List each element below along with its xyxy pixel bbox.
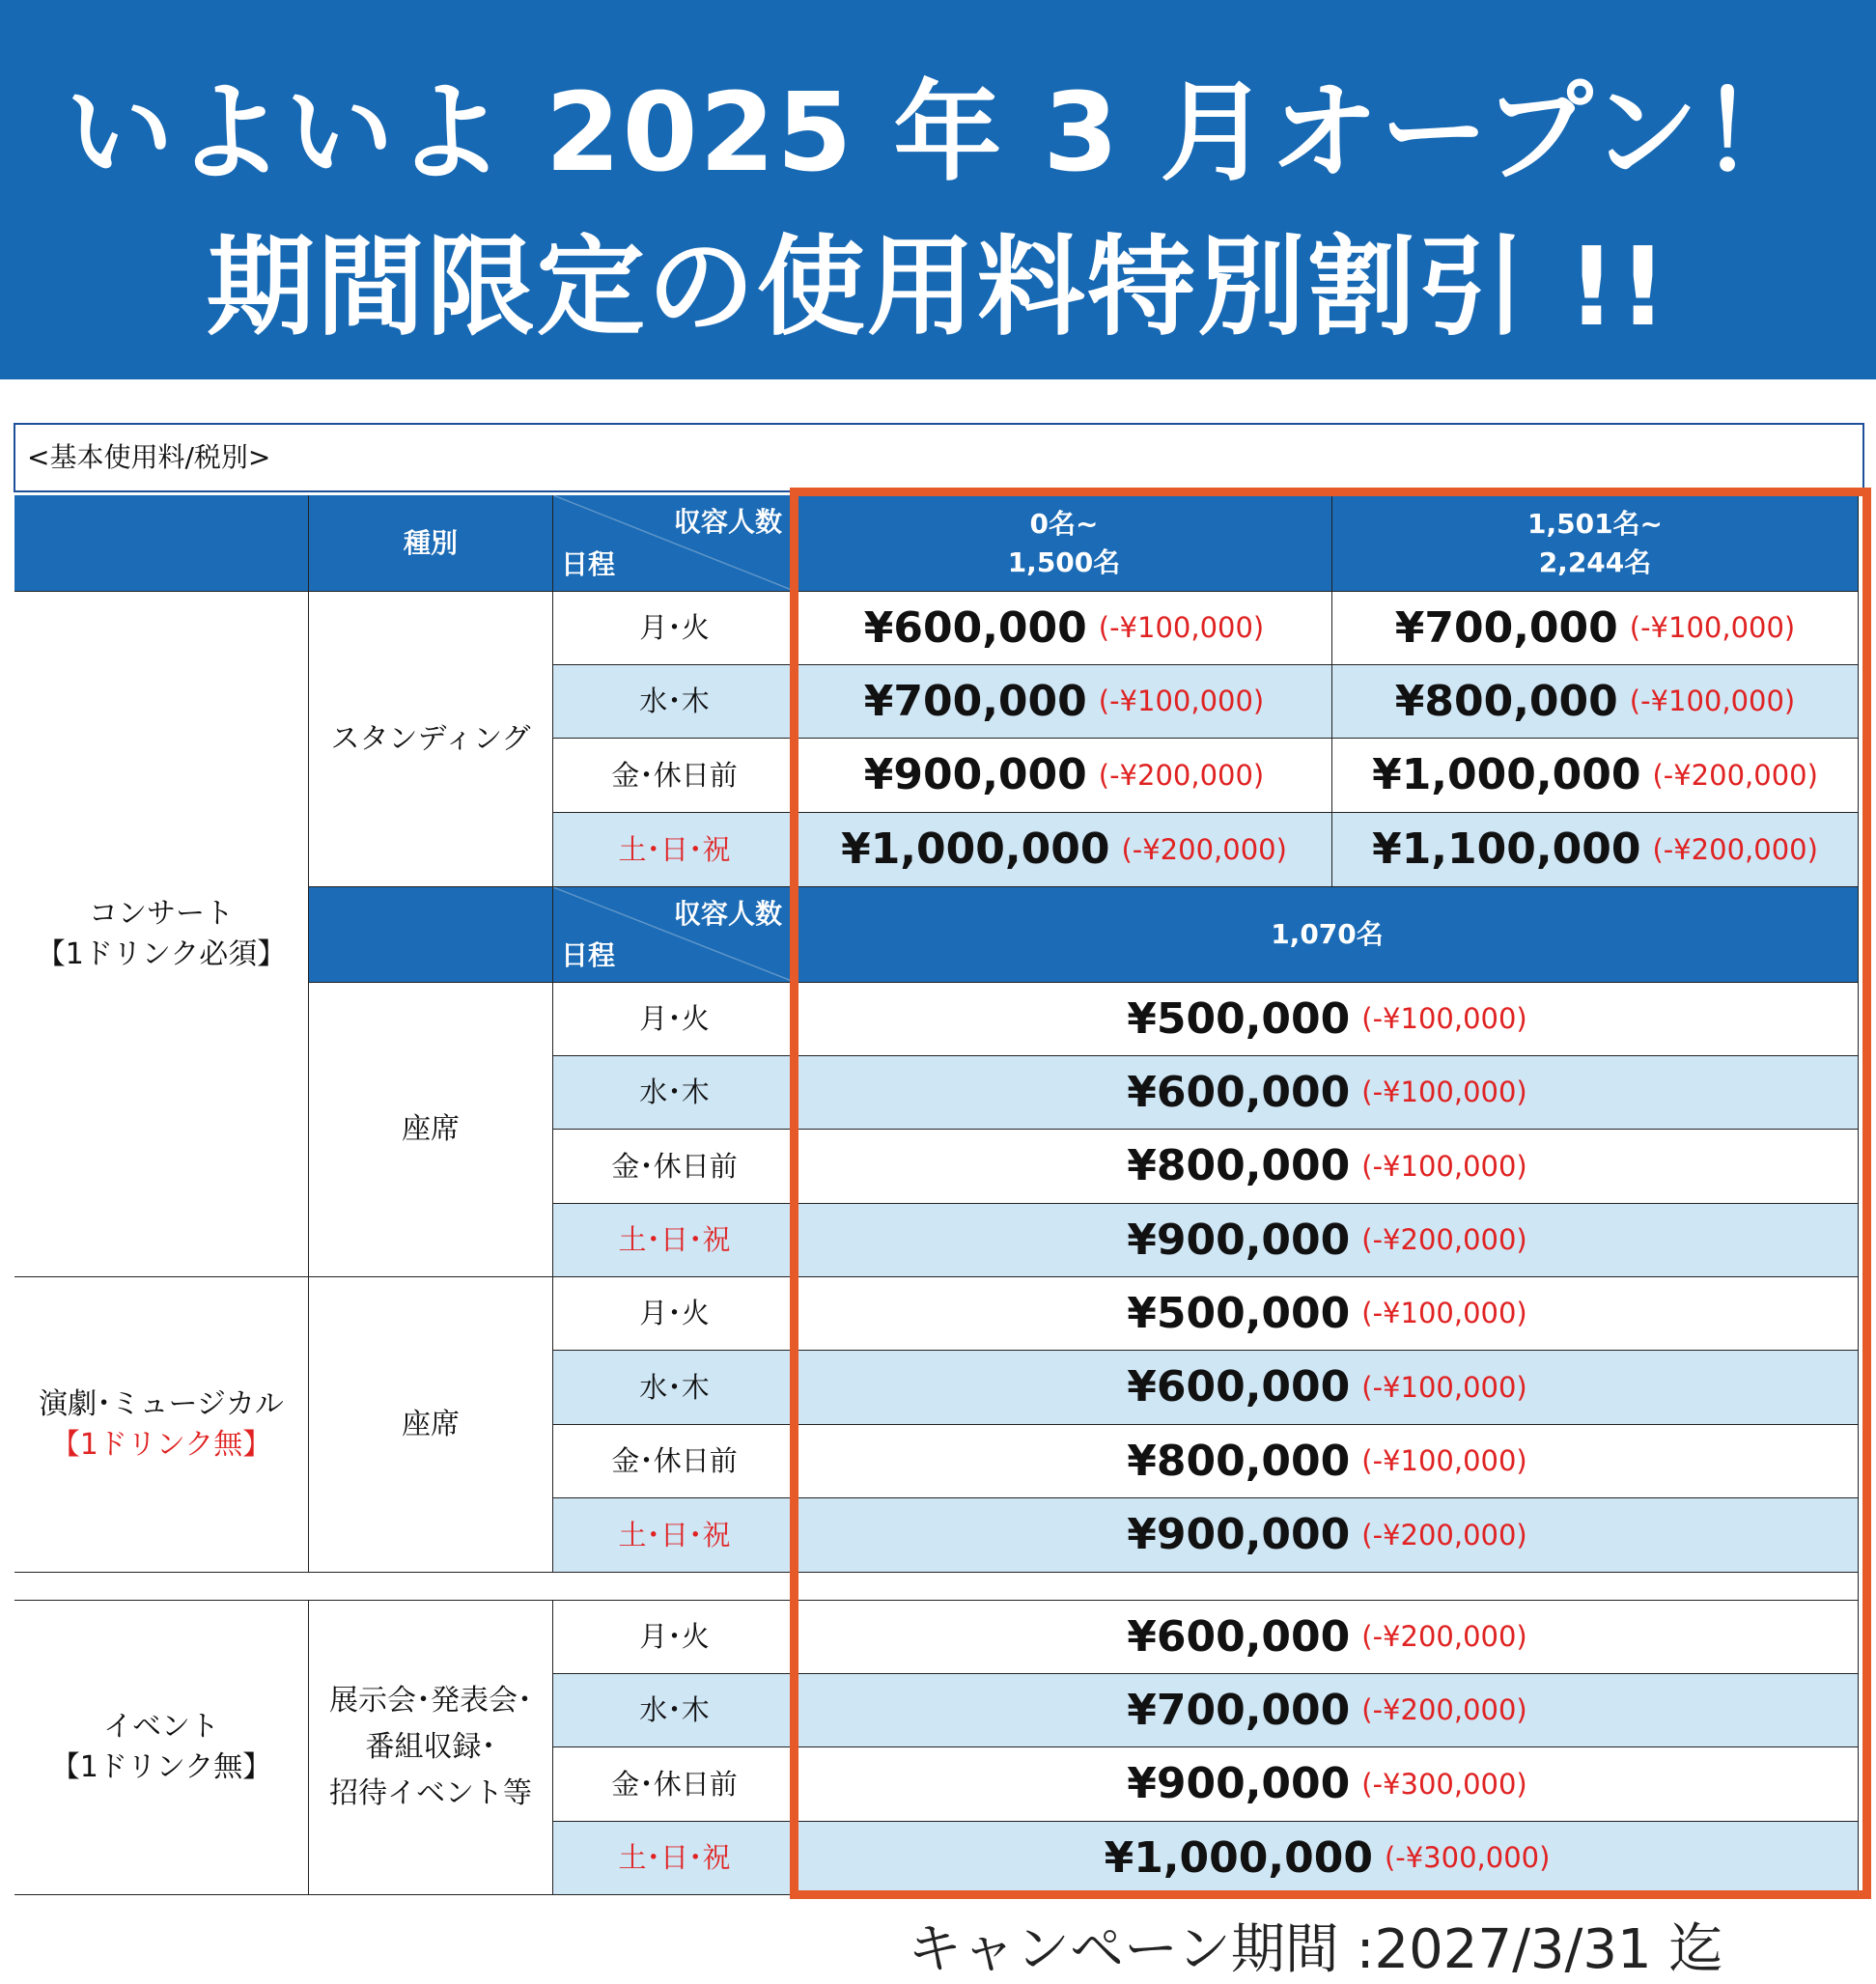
theater-price-1 — [797, 1277, 1859, 1351]
price: ¥600,000 — [1127, 1611, 1351, 1662]
price: ¥1,100,000 — [1372, 824, 1641, 875]
day-sat-sun-holiday: 土･日･祝 — [553, 1204, 797, 1277]
capacity-b-line1: 1,501名~ — [1526, 508, 1664, 541]
discount: (-¥100,000) — [1629, 611, 1796, 645]
day-fri-pre-holiday: 金･休日前 — [553, 1130, 797, 1204]
price: ¥700,000 — [863, 676, 1087, 726]
discount: (-¥100,000) — [1361, 1002, 1527, 1036]
price: ¥700,000 — [1394, 602, 1618, 653]
banner-subheadline: 期間限定の使用料特別割引 !! — [206, 225, 1670, 350]
standing-price-b-1 — [1332, 592, 1859, 665]
discount: (-¥200,000) — [1361, 1223, 1527, 1257]
price: ¥900,000 — [1127, 1759, 1351, 1809]
price: ¥500,000 — [1127, 1288, 1351, 1338]
standing-price-a-4 — [797, 813, 1332, 887]
seated-header-blank — [309, 887, 553, 983]
day-sat-sun-holiday: 土･日･祝 — [553, 813, 797, 887]
day-wed-thu: 水･木 — [553, 665, 797, 739]
type-seated: 座席 — [309, 983, 553, 1277]
type-event — [309, 1601, 553, 1895]
capacity-a-line2: 1,500名 — [1007, 545, 1121, 578]
category-concert-label: コンサート — [89, 896, 234, 931]
discount: (-¥200,000) — [1361, 1620, 1527, 1654]
seated-header-capacity-schedule — [553, 887, 797, 983]
day-mon-tue: 月･火 — [553, 1277, 797, 1351]
price: ¥1,000,000 — [1372, 750, 1641, 800]
type-event-line1: 展示会･発表会･ — [329, 1684, 532, 1718]
price: ¥600,000 — [1127, 1067, 1351, 1117]
standing-price-a-3 — [797, 739, 1332, 813]
concert-seated-price-2 — [797, 1056, 1859, 1130]
type-standing: スタンディング — [309, 592, 553, 887]
discount: (-¥200,000) — [1098, 758, 1265, 792]
discount: (-¥200,000) — [1652, 758, 1818, 792]
schedule-label: 日程 — [561, 547, 616, 580]
capacity-label: 収容人数 — [673, 506, 782, 538]
discount: (-¥200,000) — [1361, 1693, 1527, 1727]
type-event-line2: 番組収録･ — [365, 1730, 496, 1764]
day-mon-tue: 月･火 — [553, 1601, 797, 1674]
discount: (-¥100,000) — [1361, 1370, 1527, 1404]
type-seated: 座席 — [309, 1277, 553, 1573]
concert-seated-price-4 — [797, 1204, 1859, 1277]
category-concert-note: 【1ドリンク必須】 — [36, 936, 287, 971]
category-theater — [14, 1277, 309, 1573]
price: ¥700,000 — [1127, 1685, 1351, 1735]
capacity-label: 収容人数 — [673, 898, 782, 930]
header-capacity-schedule — [553, 495, 797, 592]
discount: (-¥200,000) — [1121, 832, 1287, 866]
theater-price-2 — [797, 1351, 1859, 1425]
price: ¥600,000 — [863, 602, 1087, 653]
price: ¥800,000 — [1394, 676, 1618, 726]
discount: (-¥100,000) — [1361, 1076, 1527, 1109]
discount: (-¥100,000) — [1361, 1297, 1527, 1330]
concert-seated-price-3 — [797, 1130, 1859, 1204]
campaign-period: キャンペーン期間 :2027/3/31 迄 — [908, 1918, 1723, 1981]
day-wed-thu: 水･木 — [553, 1351, 797, 1425]
category-event-label: イベント — [103, 1710, 219, 1744]
price: ¥800,000 — [1127, 1141, 1351, 1191]
capacity-b-line2: 2,244名 — [1538, 545, 1652, 578]
day-sat-sun-holiday: 土･日･祝 — [553, 1822, 797, 1895]
price: ¥1,000,000 — [841, 824, 1110, 875]
promo-banner — [0, 0, 1876, 379]
day-sat-sun-holiday: 土･日･祝 — [553, 1498, 797, 1573]
price: ¥600,000 — [1127, 1362, 1351, 1412]
price: ¥900,000 — [1127, 1510, 1351, 1560]
discount: (-¥100,000) — [1098, 611, 1265, 645]
discount: (-¥300,000) — [1384, 1841, 1551, 1875]
day-fri-pre-holiday: 金･休日前 — [553, 739, 797, 813]
day-fri-pre-holiday: 金･休日前 — [553, 1425, 797, 1498]
header-capacity-b — [1332, 495, 1859, 592]
price: ¥500,000 — [1127, 993, 1351, 1044]
day-wed-thu: 水･木 — [553, 1056, 797, 1130]
category-theater-label: 演劇･ミュージカル — [39, 1386, 284, 1421]
theater-price-3 — [797, 1425, 1859, 1498]
header-blank — [14, 495, 309, 592]
standing-price-b-4 — [1332, 813, 1859, 887]
category-event-note: 【1ドリンク無】 — [50, 1750, 272, 1784]
type-event-line3: 招待イベント等 — [329, 1776, 532, 1810]
spacer-row — [14, 1573, 1859, 1601]
header-capacity-a — [797, 495, 1332, 592]
standing-price-b-3 — [1332, 739, 1859, 813]
category-event — [14, 1601, 309, 1895]
price: ¥900,000 — [1127, 1215, 1351, 1265]
price: ¥900,000 — [863, 750, 1087, 800]
theater-price-4 — [797, 1498, 1859, 1573]
schedule-label: 日程 — [561, 938, 616, 971]
capacity-a-line1: 0名~ — [1029, 508, 1099, 541]
event-price-2 — [797, 1674, 1859, 1747]
day-mon-tue: 月･火 — [553, 592, 797, 665]
day-wed-thu: 水･木 — [553, 1674, 797, 1747]
banner-headline: いよいよ 2025 年 3 月オープン！ — [65, 70, 1811, 196]
day-mon-tue: 月･火 — [553, 983, 797, 1056]
discount: (-¥100,000) — [1629, 685, 1796, 718]
discount: (-¥200,000) — [1361, 1518, 1527, 1551]
event-price-4 — [797, 1822, 1859, 1895]
concert-seated-price-1 — [797, 983, 1859, 1056]
category-concert — [14, 592, 309, 1277]
price: ¥1,000,000 — [1104, 1832, 1373, 1883]
price: ¥800,000 — [1127, 1436, 1351, 1486]
seated-capacity: 1,070名 — [797, 887, 1859, 983]
discount: (-¥200,000) — [1652, 832, 1818, 866]
discount: (-¥100,000) — [1361, 1149, 1527, 1183]
discount: (-¥100,000) — [1361, 1444, 1527, 1478]
event-price-1 — [797, 1601, 1859, 1674]
event-price-3 — [797, 1747, 1859, 1822]
standing-price-b-2 — [1332, 665, 1859, 739]
category-theater-note: 【1ドリンク無】 — [50, 1427, 272, 1462]
standing-price-a-1 — [797, 592, 1332, 665]
header-type: 種別 — [309, 495, 553, 592]
standing-price-a-2 — [797, 665, 1332, 739]
day-fri-pre-holiday: 金･休日前 — [553, 1747, 797, 1822]
discount: (-¥100,000) — [1098, 685, 1265, 718]
table-caption: <基本使用料/税別> — [14, 423, 1864, 492]
discount: (-¥300,000) — [1361, 1767, 1527, 1801]
